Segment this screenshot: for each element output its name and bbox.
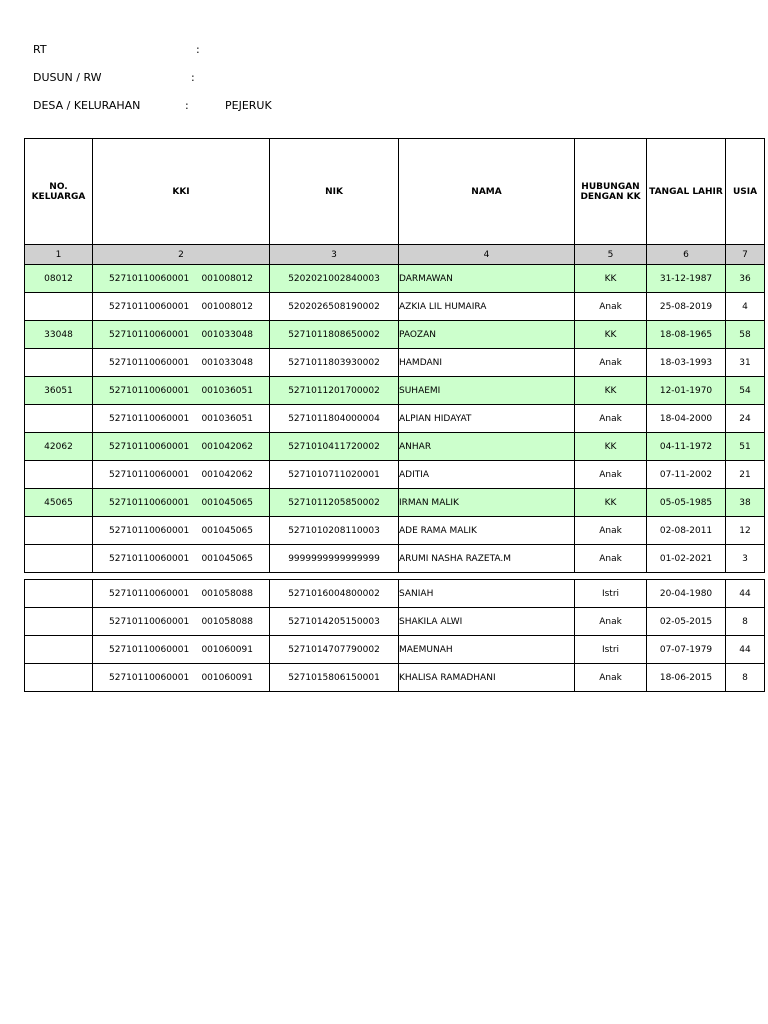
usia-cell: 3 — [726, 545, 765, 573]
kki-cell — [93, 636, 270, 664]
dusun-label: DUSUN / RW — [33, 71, 102, 84]
tanggal-lahir-cell: 04-11-1972 — [647, 433, 726, 461]
usia-cell: 21 — [726, 461, 765, 489]
no-keluarga-cell: 08012 — [25, 265, 93, 293]
kki-cell — [93, 349, 270, 377]
kki-number: 52710110060001 — [109, 672, 190, 683]
nama-cell: SHAKILA ALWI — [399, 608, 575, 636]
kki-cell — [93, 580, 270, 608]
kki-number: 52710110060001 — [109, 441, 190, 452]
gap-cell — [575, 573, 647, 580]
table-row — [25, 517, 765, 545]
table-row — [25, 349, 765, 377]
nik-cell: 5271016004800002 — [270, 580, 399, 608]
nik-cell: 5271010208110003 — [270, 517, 399, 545]
col-header-kki: KKI — [93, 139, 270, 245]
kki-suffix: 001060091 — [201, 644, 253, 655]
kki-cell — [93, 461, 270, 489]
hubungan-cell: Anak — [575, 461, 647, 489]
column-number-row — [25, 245, 765, 265]
tanggal-lahir-cell: 02-05-2015 — [647, 608, 726, 636]
nama-cell: ADITIA — [399, 461, 575, 489]
table-row — [25, 405, 765, 433]
no-keluarga-cell — [25, 405, 93, 433]
table-row — [25, 608, 765, 636]
kki-suffix: 001008012 — [201, 301, 253, 312]
kki-suffix: 001008012 — [201, 273, 253, 284]
kki-cell — [93, 664, 270, 692]
usia-cell: 44 — [726, 580, 765, 608]
no-keluarga-cell: 36051 — [25, 377, 93, 405]
usia-cell: 44 — [726, 636, 765, 664]
tanggal-lahir-cell: 18-08-1965 — [647, 321, 726, 349]
tanggal-lahir-cell: 31-12-1987 — [647, 265, 726, 293]
tanggal-lahir-cell: 20-04-1980 — [647, 580, 726, 608]
nama-cell: ADE RAMA MALIK — [399, 517, 575, 545]
column-number: 4 — [399, 245, 575, 265]
hubungan-cell: Anak — [575, 293, 647, 321]
tanggal-lahir-cell: 01-02-2021 — [647, 545, 726, 573]
nik-cell: 5271014205150003 — [270, 608, 399, 636]
no-keluarga-cell — [25, 293, 93, 321]
nik-cell: 5202026508190002 — [270, 293, 399, 321]
kki-number: 52710110060001 — [109, 616, 190, 627]
nama-cell: KHALISA RAMADHANI — [399, 664, 575, 692]
column-number: 6 — [647, 245, 726, 265]
col-header-no-keluarga: NO. KELUARGA — [25, 139, 93, 245]
col-header-hubungan: HUBUNGAN DENGAN KK — [575, 139, 647, 245]
no-keluarga-cell — [25, 461, 93, 489]
nik-cell: 5271010711020001 — [270, 461, 399, 489]
kki-suffix: 001045065 — [201, 553, 253, 564]
table-row — [25, 265, 765, 293]
gap-cell — [726, 573, 765, 580]
nama-cell: ALPIAN HIDAYAT — [399, 405, 575, 433]
hubungan-cell: KK — [575, 489, 647, 517]
kki-suffix: 001033048 — [201, 329, 253, 340]
usia-cell: 4 — [726, 293, 765, 321]
table-row — [25, 461, 765, 489]
hubungan-cell: Anak — [575, 517, 647, 545]
tanggal-lahir-cell: 02-08-2011 — [647, 517, 726, 545]
nik-cell: 5271011808650002 — [270, 321, 399, 349]
kki-cell — [93, 517, 270, 545]
usia-cell: 36 — [726, 265, 765, 293]
nik-cell: 5271011201700002 — [270, 377, 399, 405]
no-keluarga-cell: 45065 — [25, 489, 93, 517]
kki-cell — [93, 377, 270, 405]
column-number: 3 — [270, 245, 399, 265]
nama-cell: AZKIA LIL HUMAIRA — [399, 293, 575, 321]
kki-number: 52710110060001 — [109, 385, 190, 396]
family-table — [24, 138, 765, 692]
no-keluarga-cell — [25, 636, 93, 664]
kki-cell — [93, 293, 270, 321]
table-row — [25, 433, 765, 461]
no-keluarga-cell — [25, 517, 93, 545]
nik-cell: 5271014707790002 — [270, 636, 399, 664]
table-body — [25, 245, 765, 692]
usia-cell: 51 — [726, 433, 765, 461]
hubungan-cell: Anak — [575, 405, 647, 433]
col-header-usia: USIA — [726, 139, 765, 245]
kki-cell — [93, 265, 270, 293]
rt-label: RT — [33, 43, 47, 56]
nik-cell: 5271015806150001 — [270, 664, 399, 692]
table-row — [25, 545, 765, 573]
nama-cell: PAOZAN — [399, 321, 575, 349]
kki-suffix: 001060091 — [201, 672, 253, 683]
hubungan-cell: Anak — [575, 664, 647, 692]
tanggal-lahir-cell: 07-07-1979 — [647, 636, 726, 664]
kki-number: 52710110060001 — [109, 525, 190, 536]
gap-cell — [25, 573, 93, 580]
kki-number: 52710110060001 — [109, 588, 190, 599]
no-keluarga-cell — [25, 664, 93, 692]
kki-suffix: 001036051 — [201, 413, 253, 424]
kki-number: 52710110060001 — [109, 301, 190, 312]
no-keluarga-cell: 33048 — [25, 321, 93, 349]
nama-cell: SUHAEMI — [399, 377, 575, 405]
hubungan-cell: Anak — [575, 545, 647, 573]
table-row — [25, 377, 765, 405]
kki-number: 52710110060001 — [109, 329, 190, 340]
column-number: 5 — [575, 245, 647, 265]
nik-cell: 5271011205850002 — [270, 489, 399, 517]
usia-cell: 58 — [726, 321, 765, 349]
col-header-nama: NAMA — [399, 139, 575, 245]
gap-cell — [270, 573, 399, 580]
usia-cell: 8 — [726, 608, 765, 636]
no-keluarga-cell — [25, 349, 93, 377]
header-row — [25, 139, 765, 245]
nik-cell: 5271011804000004 — [270, 405, 399, 433]
kki-cell — [93, 489, 270, 517]
kki-suffix: 001058088 — [201, 616, 253, 627]
kki-cell — [93, 405, 270, 433]
table-row — [25, 664, 765, 692]
hubungan-cell: KK — [575, 265, 647, 293]
kki-cell — [93, 545, 270, 573]
gap-cell — [93, 573, 270, 580]
kki-number: 52710110060001 — [109, 644, 190, 655]
hubungan-cell: KK — [575, 433, 647, 461]
column-number: 7 — [726, 245, 765, 265]
usia-cell: 24 — [726, 405, 765, 433]
tanggal-lahir-cell: 18-04-2000 — [647, 405, 726, 433]
table-row — [25, 580, 765, 608]
hubungan-cell: Anak — [575, 349, 647, 377]
nama-cell: MAEMUNAH — [399, 636, 575, 664]
kki-suffix: 001058088 — [201, 588, 253, 599]
no-keluarga-cell — [25, 580, 93, 608]
nik-cell: 5271011803930002 — [270, 349, 399, 377]
desa-colon: : — [185, 99, 189, 112]
kki-suffix: 001036051 — [201, 385, 253, 396]
kki-cell — [93, 608, 270, 636]
nik-cell: 5271010411720002 — [270, 433, 399, 461]
nik-cell: 5202021002840003 — [270, 265, 399, 293]
tanggal-lahir-cell: 07-11-2002 — [647, 461, 726, 489]
nama-cell: ARUMI NASHA RAZETA.M — [399, 545, 575, 573]
kki-number: 52710110060001 — [109, 273, 190, 284]
kki-suffix: 001042062 — [201, 469, 253, 480]
desa-value: PEJERUK — [225, 99, 272, 112]
no-keluarga-cell: 42062 — [25, 433, 93, 461]
usia-cell: 54 — [726, 377, 765, 405]
desa-label: DESA / KELURAHAN — [33, 99, 141, 112]
kki-suffix: 001042062 — [201, 441, 253, 452]
kki-suffix: 001045065 — [201, 497, 253, 508]
col-header-nik: NIK — [270, 139, 399, 245]
column-number: 2 — [93, 245, 270, 265]
nama-cell: IRMAN MALIK — [399, 489, 575, 517]
gap-cell — [399, 573, 575, 580]
no-keluarga-cell — [25, 545, 93, 573]
hubungan-cell: Anak — [575, 608, 647, 636]
kki-cell — [93, 321, 270, 349]
no-keluarga-cell — [25, 608, 93, 636]
gap-cell — [647, 573, 726, 580]
hubungan-cell: KK — [575, 321, 647, 349]
hubungan-cell: KK — [575, 377, 647, 405]
tanggal-lahir-cell: 12-01-1970 — [647, 377, 726, 405]
tanggal-lahir-cell: 05-05-1985 — [647, 489, 726, 517]
rt-colon: : — [196, 43, 200, 56]
kki-number: 52710110060001 — [109, 413, 190, 424]
nik-cell: 9999999999999999 — [270, 545, 399, 573]
kki-suffix: 001033048 — [201, 357, 253, 368]
kki-number: 52710110060001 — [109, 497, 190, 508]
col-header-tangal-lahir: TANGAL LAHIR — [647, 139, 726, 245]
hubungan-cell: Istri — [575, 636, 647, 664]
kki-number: 52710110060001 — [109, 357, 190, 368]
kki-cell — [93, 433, 270, 461]
nama-cell: HAMDANI — [399, 349, 575, 377]
tanggal-lahir-cell: 18-06-2015 — [647, 664, 726, 692]
dusun-colon: : — [191, 71, 195, 84]
column-number: 1 — [25, 245, 93, 265]
hubungan-cell: Istri — [575, 580, 647, 608]
usia-cell: 31 — [726, 349, 765, 377]
tanggal-lahir-cell: 25-08-2019 — [647, 293, 726, 321]
kki-number: 52710110060001 — [109, 553, 190, 564]
kki-suffix: 001045065 — [201, 525, 253, 536]
tanggal-lahir-cell: 18-03-1993 — [647, 349, 726, 377]
usia-cell: 12 — [726, 517, 765, 545]
usia-cell: 8 — [726, 664, 765, 692]
page-break-gap — [25, 573, 765, 580]
table-row — [25, 489, 765, 517]
table-row — [25, 293, 765, 321]
nama-cell: SANIAH — [399, 580, 575, 608]
nama-cell: ANHAR — [399, 433, 575, 461]
table-row — [25, 636, 765, 664]
kki-number: 52710110060001 — [109, 469, 190, 480]
usia-cell: 38 — [726, 489, 765, 517]
nama-cell: DARMAWAN — [399, 265, 575, 293]
table-row — [25, 321, 765, 349]
